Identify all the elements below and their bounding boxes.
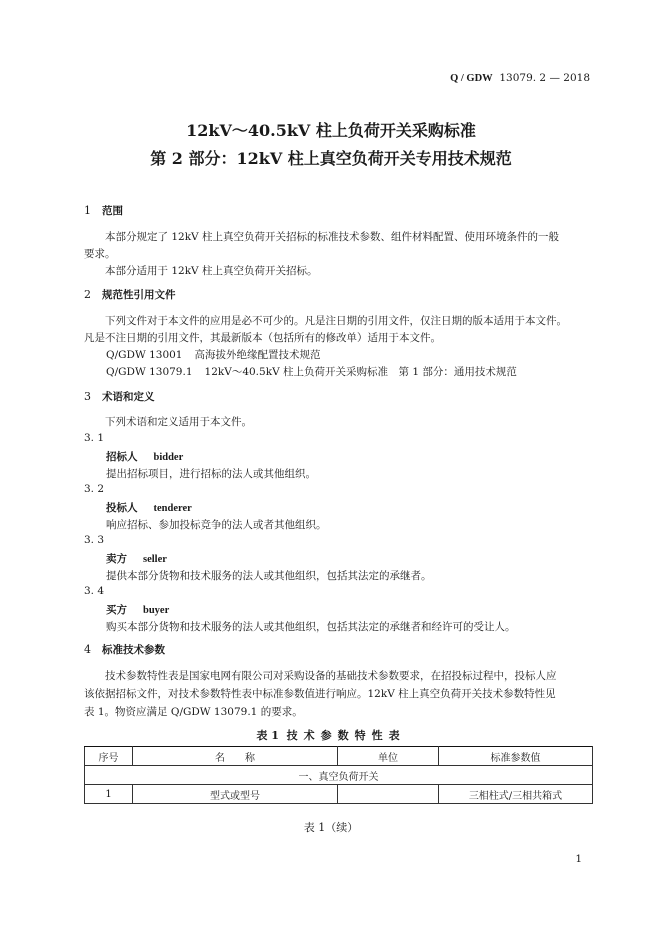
cell-name: 型式或型号 [133, 785, 338, 804]
term-number: 3. 1 [84, 432, 105, 444]
cell-value: 三相柱式/三相共箱式 [439, 785, 593, 804]
table-row [85, 785, 593, 804]
section-4-para-1-cont2: 表 1。物资应满足 Q/GDW 13079.1 的要求。 [84, 706, 303, 718]
standard-code-header: Q / GDW 13079. 2 — 2018 [450, 72, 590, 84]
reference-2: Q/GDW 13079.1 12kV～40.5kV 柱上负荷开关采购标准 第 1 部分：通用技术规范 [106, 366, 517, 378]
reference-1: Q/GDW 13001 高海拔外绝缘配置技术规范 [106, 349, 321, 361]
page-number: 1 [575, 853, 582, 865]
group-label: 一、真空负荷开关 [85, 766, 593, 785]
section-1-para-1-cont: 要求。 [84, 248, 116, 260]
column-header: 标准参数值 [439, 747, 593, 766]
section-4-para-1: 技术参数特性表是国家电网有限公司对采购设备的基础技术参数要求，在招投标过程中，投标人应 [105, 670, 557, 682]
table-header-row [85, 747, 593, 766]
technical-parameter-table [84, 746, 593, 804]
term-heading: 招标人 bidder [106, 451, 184, 463]
cell-unit [338, 785, 439, 804]
column-header: 名 称 [133, 747, 338, 766]
term-definition: 提出招标项目，进行招标的法人或其他组织。 [106, 468, 316, 480]
section-4-para-1-cont: 该依据招标文件，对技术参数特性表中标准参数值进行响应。12kV 柱上真空负荷开关技术参数特性见 [84, 688, 556, 700]
section-4-heading: 4 标准技术参数 [84, 643, 165, 656]
table-continued-caption: 表 1（续） [303, 821, 359, 834]
term-definition: 响应招标、参加投标竞争的法人或者其他组织。 [106, 519, 327, 531]
term-heading: 卖方 seller [106, 553, 167, 565]
section-2-para-1: 下列文件对于本文件的应用是必不可少的。凡是注日期的引用文件，仅注日期的版本适用于本文件。 [105, 315, 567, 327]
term-definition: 购买本部分货物和技术服务的法人或其他组织，包括其法定的承继者和经许可的受让人。 [106, 621, 516, 633]
document-title-line1: 12kV～40.5kV 柱上负荷开关采购标准 [186, 121, 476, 140]
section-2-heading: 2 规范性引用文件 [84, 288, 176, 301]
term-number: 3. 2 [84, 483, 105, 495]
section-3-intro: 下列术语和定义适用于本文件。 [105, 416, 252, 428]
cell-no: 1 [85, 785, 133, 804]
term-definition: 提供本部分货物和技术服务的法人或其他组织，包括其法定的承继者。 [106, 570, 432, 582]
column-header: 序号 [85, 747, 133, 766]
term-number: 3. 4 [84, 585, 105, 597]
term-heading: 投标人 tenderer [106, 502, 192, 514]
section-1-heading: 1 范围 [84, 204, 123, 217]
document-title-line2: 第 2 部分：12kV 柱上真空负荷开关专用技术规范 [150, 149, 512, 168]
table-caption: 表 1 技术参数特性表 [256, 729, 406, 742]
term-number: 3. 3 [84, 534, 105, 546]
table-group-row [85, 766, 593, 785]
section-3-heading: 3 术语和定义 [84, 390, 155, 403]
section-1-para-2: 本部分适用于 12kV 柱上真空负荷开关招标。 [105, 265, 318, 277]
term-heading: 买方 buyer [106, 604, 170, 616]
column-header: 单位 [338, 747, 439, 766]
section-2-para-1-cont: 凡是不注日期的引用文件，其最新版本（包括所有的修改单）适用于本文件。 [84, 332, 441, 344]
section-1-para-1: 本部分规定了 12kV 柱上真空负荷开关招标的标准技术参数、组件材料配置、使用环境条件的一般 [105, 231, 559, 243]
